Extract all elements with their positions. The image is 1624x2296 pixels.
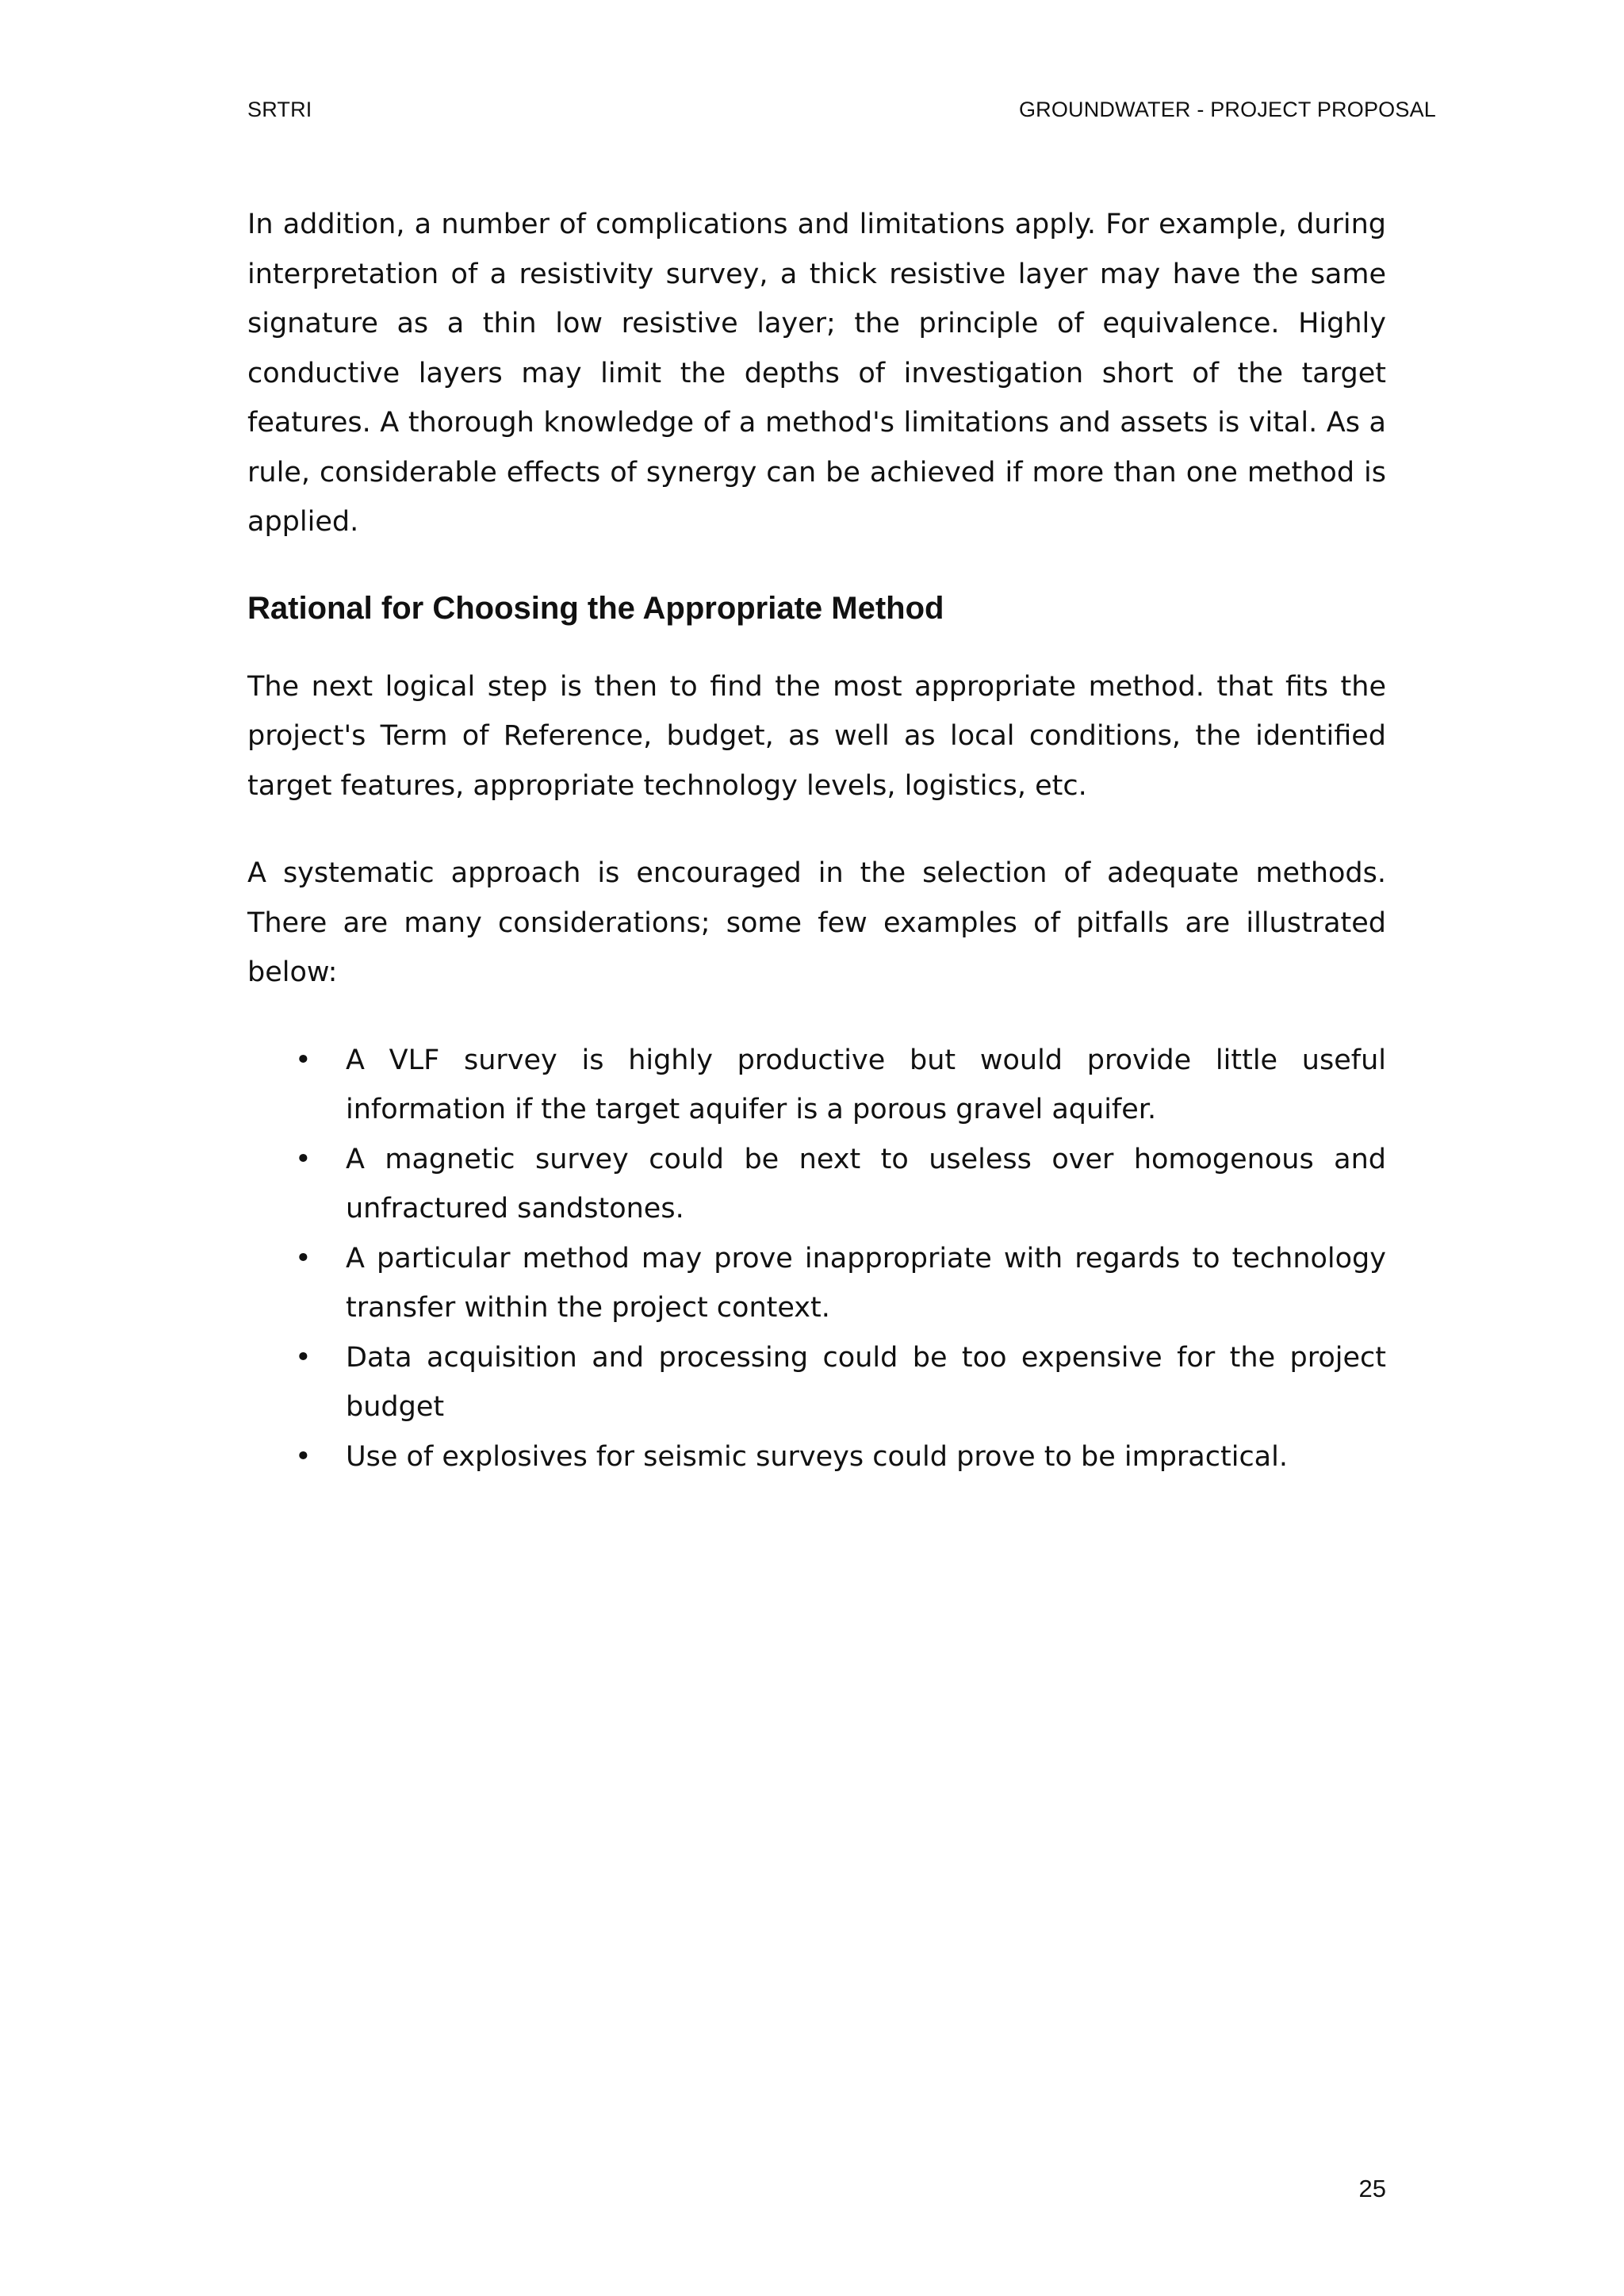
list-item-text: Data acquisition and processing could be too expensive for the project budget: [346, 1341, 1386, 1423]
section-heading: Rational for Choosing the Appropriate Method: [247, 590, 944, 626]
list-item: [247, 1333, 1386, 1432]
bullet-icon: •: [295, 1044, 312, 1076]
bullet-icon: •: [295, 1242, 312, 1274]
page-content: [247, 200, 1386, 1481]
paragraph-next-step: The next logical step is then to find the most appropriate method. that fits the project's Term of Reference, budget, as well as local conditions, the identified target features, appropriate technology levels, logistics, etc.: [247, 670, 1386, 802]
header-organization: SRTRI: [247, 98, 312, 121]
list-item: [247, 1036, 1386, 1135]
list-item: [247, 1135, 1386, 1234]
paragraph-systematic-approach: A systematic approach is encouraged in the selection of adequate methods. There are many considerations; some few examples of pitfalls are illustrated below:: [247, 857, 1386, 988]
list-item-text: A VLF survey is highly productive but would provide little useful information if the target aquifer is a porous gravel aquifer.: [346, 1044, 1386, 1125]
list-item-text: A particular method may prove inappropriate with regards to technology transfer within the project context.: [346, 1242, 1386, 1324]
bullet-icon: •: [295, 1440, 312, 1473]
list-item: [247, 1432, 1386, 1482]
bullet-icon: •: [295, 1341, 312, 1374]
list-item: [247, 1234, 1386, 1333]
list-item-text: Use of explosives for seismic surveys could prove to be impractical.: [346, 1440, 1288, 1473]
page-number: 25: [1358, 2175, 1386, 2202]
bullet-icon: •: [295, 1143, 312, 1175]
paragraph-complications: In addition, a number of complications and limitations apply. For example, during interpretation of a resistivity survey, a thick resistive layer may have the same signature as a thin low resistive layer; the principle of equivalence. Highly conductive layers may limit the depths of investigation short of the target features. A thorough knowledge of a method's limitations and assets is vital. As a rule, considerable effects of synergy can be achieved if more than one method is applied.: [247, 209, 1386, 538]
pitfalls-list: [247, 1036, 1386, 1482]
header-document-title: GROUNDWATER - PROJECT PROPOSAL: [1018, 98, 1436, 121]
list-item-text: A magnetic survey could be next to useless over homogenous and unfractured sandstones.: [346, 1143, 1386, 1225]
